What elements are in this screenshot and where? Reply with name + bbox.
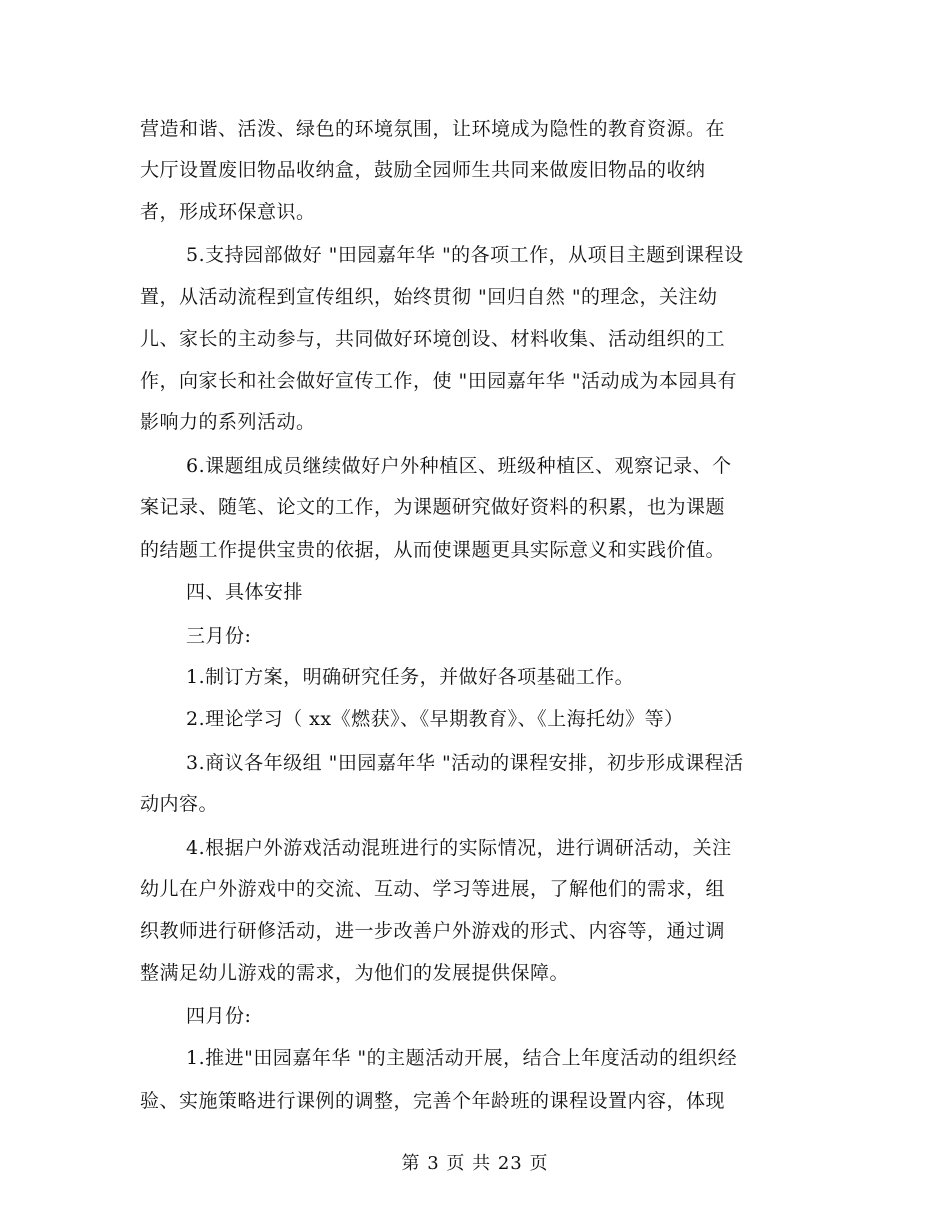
page-number: 第 3 页 共 23 页 (401, 1153, 549, 1174)
text-line: 作，向家长和社会做好宣传工作，使 "田园嘉年华 "活动成为本园具有 (140, 370, 738, 392)
text-line: 儿、家长的主动参与，共同做好环境创设、材料收集、活动组织的工 (140, 328, 726, 350)
text-line: 整满足幼儿游戏的需求，为他们的发展提供保障。 (140, 962, 570, 984)
text-line: 幼儿在户外游戏中的交流、互动、学习等进展，了解他们的需求，组 (140, 878, 726, 900)
text-line: 5.支持园部做好 "田园嘉年华 "的各项工作，从项目主题到课程设 (186, 244, 744, 266)
text-line: 营造和谐、活泼、绿色的环境氛围，让环境成为隐性的教育资源。在 (140, 118, 726, 140)
text-line: 影响力的系列活动。 (140, 411, 316, 433)
text-line: 4.根据户外游戏活动混班进行的实际情况，进行调研活动，关注 (186, 837, 732, 859)
text-line: 3.商议各年级组 "田园嘉年华 "活动的课程安排，初步形成课程活 (186, 752, 744, 774)
text-line: 案记录、随笔、论文的工作，为课题研究做好资料的积累，也为课题 (140, 496, 726, 518)
text-line: 的结题工作提供宝贵的依据，从而使课题更具实际意义和实践价值。 (140, 539, 726, 561)
section-heading: 四、具体安排 (186, 581, 304, 603)
text-line: 6.课题组成员继续做好户外种植区、班级种植区、观察记录、个 (186, 455, 732, 477)
text-line: 织教师进行研修活动，进一步改善户外游戏的形式、内容等，通过调 (140, 920, 726, 942)
text-line: 1.推进"田园嘉年华 "的主题活动开展，结合上年度活动的组织经 (186, 1047, 738, 1069)
text-line: 1.制订方案，明确研究任务，并做好各项基础工作。 (186, 666, 635, 688)
month-heading: 四月份: (186, 1005, 252, 1027)
text-line: 置，从活动流程到宣传组织，始终贯彻 "回归自然 "的理念，关注幼 (140, 286, 718, 308)
text-line: 动内容。 (140, 793, 219, 815)
text-line: 大厅设置废旧物品收纳盒，鼓励全园师生共同来做废旧物品的收纳 (140, 159, 706, 181)
text-line: 验、实施策略进行课例的调整，完善个年龄班的课程设置内容，体现 (140, 1090, 726, 1112)
month-heading: 三月份: (186, 625, 252, 647)
text-line: 者，形成环保意识。 (140, 201, 316, 223)
text-line: 2.理论学习（ xx《燃获》、《早期教育》、《上海托幼》等） (186, 708, 684, 730)
